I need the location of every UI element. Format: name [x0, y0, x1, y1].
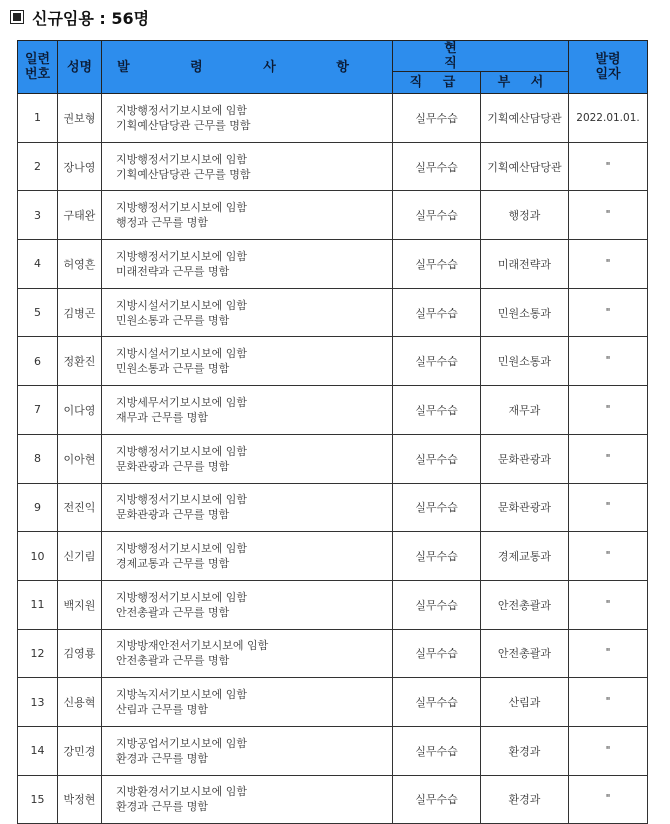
- matter-line-1: 지방시설서기보시보에 임함: [116, 298, 248, 312]
- header-date-text: 발령 일자: [595, 52, 621, 82]
- cell-matter: [102, 386, 393, 435]
- cell-dept: 환경과: [481, 726, 569, 775]
- cell-serial: 4: [18, 240, 58, 289]
- matter-line-1: 지방행정서기보시보에 임함: [116, 249, 248, 263]
- cell-name: 구태완: [58, 191, 102, 240]
- matter-line-2: 환경과 근무를 명함: [116, 800, 209, 814]
- cell-date: 2022.01.01.: [569, 94, 648, 143]
- cell-matter: [102, 94, 393, 143]
- header-rank-text: 직 급: [409, 75, 464, 90]
- cell-matter: [102, 775, 393, 824]
- cell-matter: [102, 629, 393, 678]
- header-dept-text: 부 서: [497, 75, 552, 90]
- cell-name: 박정현: [58, 775, 102, 824]
- cell-serial: 14: [18, 726, 58, 775]
- header-serial-text: 일련 번호: [24, 52, 51, 82]
- table-row: [18, 629, 648, 678]
- cell-date: ": [569, 240, 648, 289]
- cell-date: ": [569, 678, 648, 727]
- cell-dept: 경제교통과: [481, 532, 569, 581]
- cell-serial: 3: [18, 191, 58, 240]
- cell-serial: 1: [18, 94, 58, 143]
- cell-serial: 11: [18, 580, 58, 629]
- page-title: [10, 4, 149, 30]
- cell-dept: 민원소통과: [481, 288, 569, 337]
- cell-rank: 실무수습: [393, 386, 481, 435]
- cell-name: 김영룡: [58, 629, 102, 678]
- cell-name: 이아현: [58, 434, 102, 483]
- matter-line-2: 미래전략과 근무를 명함: [116, 264, 230, 278]
- cell-rank: 실무수습: [393, 288, 481, 337]
- header-name: 성명: [58, 41, 102, 94]
- cell-date: ": [569, 483, 648, 532]
- table-row: [18, 775, 648, 824]
- cell-rank: 실무수습: [393, 580, 481, 629]
- cell-name: 백지원: [58, 580, 102, 629]
- matter-line-1: 지방녹지서기보시보에 임함: [116, 688, 248, 702]
- cell-rank: 실무수습: [393, 94, 481, 143]
- matter-line-2: 민원소통과 근무를 명함: [116, 362, 230, 376]
- cell-serial: 2: [18, 142, 58, 191]
- cell-rank: 실무수습: [393, 532, 481, 581]
- cell-rank: 실무수습: [393, 434, 481, 483]
- matter-line-2: 기획예산담당관 근무를 명함: [116, 118, 251, 132]
- cell-rank: 실무수습: [393, 726, 481, 775]
- table-row: [18, 386, 648, 435]
- matter-line-2: 경제교통과 근무를 명함: [116, 557, 230, 571]
- matter-line-1: 지방행정서기보시보에 임함: [116, 103, 248, 117]
- cell-name: 신기림: [58, 532, 102, 581]
- matter-line-1: 지방공업서기보시보에 임함: [116, 736, 248, 750]
- table-row: [18, 678, 648, 727]
- cell-name: 허영흔: [58, 240, 102, 289]
- cell-name: 정환진: [58, 337, 102, 386]
- cell-name: 권보형: [58, 94, 102, 143]
- cell-dept: 안전총괄과: [481, 629, 569, 678]
- cell-rank: 실무수습: [393, 678, 481, 727]
- cell-serial: 10: [18, 532, 58, 581]
- cell-rank: 실무수습: [393, 629, 481, 678]
- cell-serial: 15: [18, 775, 58, 824]
- cell-rank: 실무수습: [393, 191, 481, 240]
- square-bullet-icon: [10, 10, 24, 24]
- cell-name: 이다영: [58, 386, 102, 435]
- cell-date: ": [569, 288, 648, 337]
- cell-name: 장나영: [58, 142, 102, 191]
- cell-date: ": [569, 191, 648, 240]
- table-row: [18, 240, 648, 289]
- cell-serial: 7: [18, 386, 58, 435]
- header-date: [569, 41, 648, 94]
- header-current-text: 현 직: [444, 41, 517, 71]
- cell-dept: 환경과: [481, 775, 569, 824]
- cell-matter: [102, 678, 393, 727]
- cell-matter: [102, 142, 393, 191]
- cell-matter: [102, 191, 393, 240]
- cell-name: 김병곤: [58, 288, 102, 337]
- cell-matter: [102, 532, 393, 581]
- cell-matter: [102, 483, 393, 532]
- header-dept: [481, 72, 569, 94]
- table-row: [18, 532, 648, 581]
- cell-dept: 문화관광과: [481, 483, 569, 532]
- cell-serial: 9: [18, 483, 58, 532]
- cell-serial: 5: [18, 288, 58, 337]
- matter-line-1: 지방환경서기보시보에 임함: [116, 785, 248, 799]
- matter-line-1: 지방행정서기보시보에 임함: [116, 493, 248, 507]
- appointment-table: [17, 40, 648, 824]
- table-row: [18, 191, 648, 240]
- matter-line-2: 산림과 근무를 명함: [116, 703, 209, 717]
- matter-line-1: 지방행정서기보시보에 임함: [116, 444, 248, 458]
- cell-date: ": [569, 142, 648, 191]
- matter-line-2: 안전총괄과 근무를 명함: [116, 654, 230, 668]
- cell-date: ": [569, 337, 648, 386]
- table-row: [18, 483, 648, 532]
- cell-rank: 실무수습: [393, 483, 481, 532]
- cell-dept: 기획예산담당관: [481, 142, 569, 191]
- header-rank: [393, 72, 481, 94]
- cell-dept: 민원소통과: [481, 337, 569, 386]
- matter-line-1: 지방행정서기보시보에 임함: [116, 152, 248, 166]
- matter-line-2: 재무과 근무를 명함: [116, 410, 209, 424]
- matter-line-1: 지방행정서기보시보에 임함: [116, 542, 248, 556]
- cell-date: ": [569, 532, 648, 581]
- cell-matter: [102, 240, 393, 289]
- table-row: [18, 726, 648, 775]
- cell-dept: 기획예산담당관: [481, 94, 569, 143]
- header-serial: [18, 41, 58, 94]
- matter-line-2: 민원소통과 근무를 명함: [116, 313, 230, 327]
- matter-line-1: 지방시설서기보시보에 임함: [116, 347, 248, 361]
- cell-date: ": [569, 726, 648, 775]
- cell-name: 전진익: [58, 483, 102, 532]
- matter-line-1: 지방방재안전서기보시보에 임함: [116, 639, 269, 653]
- matter-line-2: 환경과 근무를 명함: [116, 751, 209, 765]
- cell-dept: 행정과: [481, 191, 569, 240]
- table-row: [18, 434, 648, 483]
- matter-line-2: 문화관광과 근무를 명함: [116, 459, 230, 473]
- cell-matter: [102, 580, 393, 629]
- table-row: [18, 337, 648, 386]
- cell-rank: 실무수습: [393, 337, 481, 386]
- table-row: [18, 94, 648, 143]
- header-current: [393, 41, 569, 72]
- cell-dept: 재무과: [481, 386, 569, 435]
- matter-line-1: 지방세무서기보시보에 임함: [116, 395, 248, 409]
- matter-line-2: 안전총괄과 근무를 명함: [116, 605, 230, 619]
- cell-dept: 미래전략과: [481, 240, 569, 289]
- cell-dept: 문화관광과: [481, 434, 569, 483]
- cell-name: 강민경: [58, 726, 102, 775]
- cell-serial: 6: [18, 337, 58, 386]
- cell-date: ": [569, 434, 648, 483]
- matter-line-2: 기획예산담당관 근무를 명함: [116, 167, 251, 181]
- matter-line-1: 지방행정서기보시보에 임함: [116, 201, 248, 215]
- cell-dept: 산림과: [481, 678, 569, 727]
- cell-matter: [102, 726, 393, 775]
- header-matter-text: 발 령 사 항: [117, 59, 377, 75]
- table-row: [18, 142, 648, 191]
- cell-date: ": [569, 775, 648, 824]
- cell-matter: [102, 337, 393, 386]
- cell-rank: 실무수습: [393, 775, 481, 824]
- cell-date: ": [569, 386, 648, 435]
- page-title-text: 신규임용 : 56명: [32, 8, 150, 28]
- cell-rank: 실무수습: [393, 142, 481, 191]
- cell-matter: [102, 288, 393, 337]
- cell-serial: 12: [18, 629, 58, 678]
- matter-line-1: 지방행정서기보시보에 임함: [116, 590, 248, 604]
- cell-date: ": [569, 580, 648, 629]
- cell-rank: 실무수습: [393, 240, 481, 289]
- matter-line-2: 행정과 근무를 명함: [116, 216, 209, 230]
- cell-date: ": [569, 629, 648, 678]
- matter-line-2: 문화관광과 근무를 명함: [116, 508, 230, 522]
- table-row: [18, 288, 648, 337]
- table-row: [18, 580, 648, 629]
- cell-serial: 8: [18, 434, 58, 483]
- cell-dept: 안전총괄과: [481, 580, 569, 629]
- cell-matter: [102, 434, 393, 483]
- header-matter: [102, 41, 393, 94]
- cell-serial: 13: [18, 678, 58, 727]
- cell-name: 신용혁: [58, 678, 102, 727]
